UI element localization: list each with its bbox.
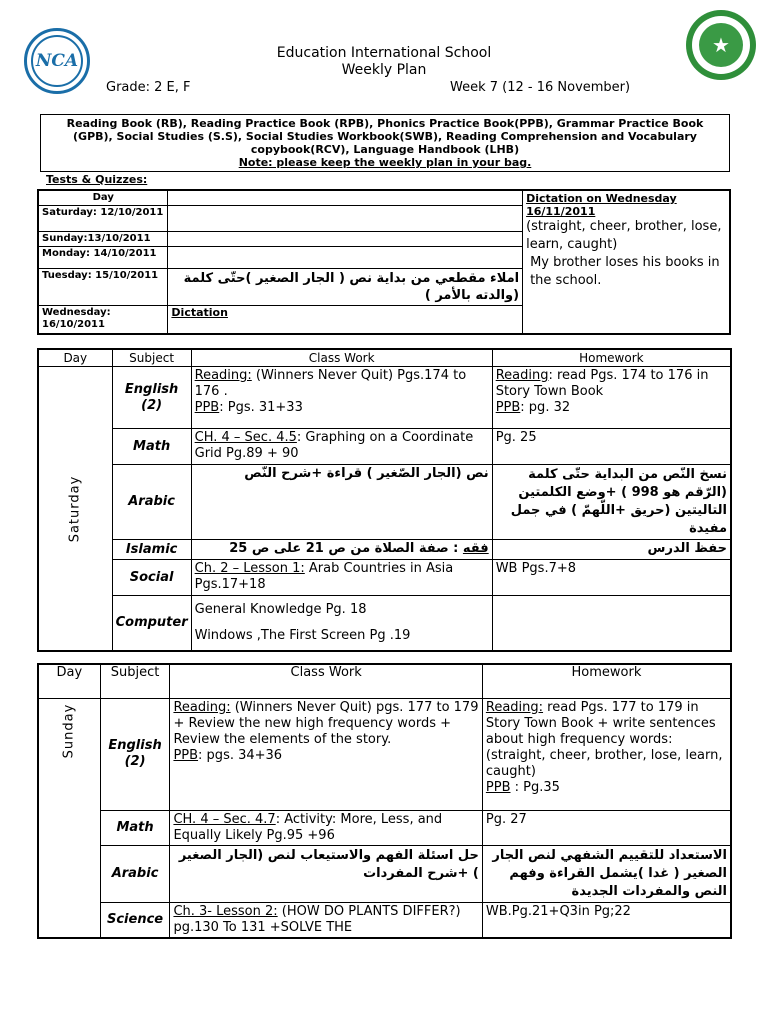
col-day-header: Day [38,349,112,367]
reading-label: Reading: [173,699,231,715]
computer-classwork-1: General Knowledge Pg. 18 [194,602,367,617]
col-subject-header: Subject [112,349,191,367]
math-section-label: CH. 4 – Sec. 4.5 [194,430,297,445]
math-homework: Pg. 27 [482,810,731,845]
arabic-homework: الاستعداد للتقييم الشفهي لنص الجار الصغير ( غدا )يشمل القراءة وفهم النص والمفردات الجديدة [482,845,731,902]
subject-social: Social [112,560,191,596]
col-homework-header: Homework [492,349,731,367]
subject-math: Math [100,810,170,845]
subject-arabic: Arabic [112,465,191,540]
table-row [38,540,731,560]
saturday-plan-table [37,348,732,652]
page-title: Weekly Plan [341,62,427,78]
legend-box [40,114,730,172]
science-classwork: (HOW DO PLANTS DIFFER?) pg.130 To 131 +SOLVE THE [173,903,461,935]
table-row [38,845,731,902]
school-name: Education International School [276,45,492,61]
social-lesson-label: Ch. 2 – Lesson 1: [194,561,305,576]
tests-day: Sunday:13/10/2011 [38,232,168,247]
math-homework: Pg. 25 [492,429,731,465]
table-row [38,810,731,845]
subject-english: English (2) [100,698,170,810]
table-row [38,560,731,596]
tests-day: Saturday: 12/10/2011 [38,206,168,232]
nca-logo [24,28,90,94]
islamic-homework: حفظ الدرس [492,540,731,560]
tests-day: Wednesday: 16/10/2011 [38,306,168,334]
reading-text: : read Pgs. 174 to 176 in Story Town Book [495,368,709,399]
dictation-sentence: My brother loses his books in the school. [530,255,720,288]
seal-icon: ★ [699,23,743,67]
tests-day: Monday: 14/10/2011 [38,247,168,269]
subject-math: Math [112,429,191,465]
subject-islamic: Islamic [112,540,191,560]
subject-arabic: Arabic [100,845,170,902]
day-label: Sunday [61,703,77,758]
tests-day-header: Day [38,190,168,206]
social-homework: WB Pgs.7+8 [492,560,731,596]
science-homework: WB.Pg.21+Q3in Pg;22 [482,902,731,938]
tests-day: Tuesday: 15/10/2011 [38,269,168,306]
computer-classwork-2: Windows ,The First Screen Pg .19 [194,628,411,643]
reading-text: (Winners Never Quit) pgs. 177 to 179 + Review the new high frequency words + Review the elements of the story. [173,699,479,747]
col-classwork-header: Class Work [170,664,482,698]
ppb-label: PPB [194,400,220,415]
table-row [38,429,731,465]
tests-content: املاء مقطعي من بداية نص ( الجار الصغير )حتّى كلمة (والدته بالأمر ) [168,269,523,306]
col-classwork-header: Class Work [191,349,492,367]
math-section-label: CH. 4 – Sec. 4.7 [173,811,276,827]
col-day-header: Day [38,664,100,698]
reading-label: Reading: [485,699,544,715]
ppb-text: : pg. 32 [520,400,571,415]
tests-content [168,232,523,247]
table-row [38,698,731,810]
social-classwork: Arab Countries in Asia Pgs.17+18 [194,561,454,592]
table-row [38,902,731,938]
dictation-words: (straight, cheer, brother, lose, learn, caught) [526,219,722,252]
tests-content [168,206,523,232]
ppb-text: : Pgs. 31+33 [219,400,303,415]
reading-text: (Winners Never Quit) Pgs.174 to 176 . [194,368,467,399]
legend-line-3: copybook(RCV), Language Handbook (LHB) [250,143,520,156]
week-label: Week 7 (12 - 16 November) [450,80,631,95]
grade-label: Grade: 2 E, F [106,80,191,95]
subject-science: Science [100,902,170,938]
legend-note: Note: please keep the weekly plan in your bag. [238,156,532,169]
ppb-label: PPB [495,400,521,415]
legend-line-1: Reading Book (RB), Reading Practice Book (RPB), Phonics Practice Book(PPB), Grammar Practice Book [66,117,704,130]
table-row [38,596,731,652]
arabic-classwork: نص (الجار الصّغير ) قراءة +شرح النّص [191,465,492,540]
col-homework-header: Homework [482,664,731,698]
tests-content [168,247,523,269]
math-classwork: : Activity: More, Less, and Equally Likely Pg.95 +96 [173,811,443,843]
reading-text: read Pgs. 177 to 179 in Story Town Book + write sentences about high frequency words: (straight, cheer, brother, lose, learn, caught) [485,699,723,779]
tests-table [37,189,731,335]
islamic-classwork: : صفة الصلاة من ص 21 على ص 25 [229,541,463,556]
computer-homework [492,596,731,652]
subject-computer: Computer [112,596,191,652]
dictation-title: Dictation on Wednesday 16/11/2011 [526,192,677,218]
table-row [38,465,731,540]
science-lesson-label: Ch. 3- Lesson 2: [173,903,278,919]
ppb-text: : pgs. 34+36 [198,747,283,763]
tests-label: Tests & Quizzes: [46,173,148,186]
sunday-plan-table [37,663,732,939]
reading-label: Reading: [194,368,252,383]
legend-line-2: (GPB), Social Studies (S.S), Social Studies Workbook(SWB), Reading Comprehension and Vocabulary [73,130,697,143]
islamic-label: فقه [462,541,489,556]
ppb-text: : Pg.35 [510,779,560,795]
arabic-classwork: حل اسئلة الفهم والاستيعاب لنص (الجار الصغير ) +شرح المفردات [170,845,482,902]
ppb-label: PPB [173,747,199,763]
day-label: Saturday [67,475,83,542]
math-classwork: : Graphing on a Coordinate Grid Pg.89 + 90 [194,430,474,461]
arabic-homework: نسخ النّص من البداية حتّى كلمة (الرّقم هو 998 ) +وضع الكلمتين التاليتين (حريق +اللّهمّ ) في جمل مفيدة [492,465,731,540]
ppb-label: PPB [485,779,511,795]
tests-content: Dictation [168,306,523,334]
reading-label: Reading [495,368,549,383]
col-subject-header: Subject [100,664,170,698]
table-row [38,367,731,429]
subject-english: English (2) [112,367,191,429]
nca-logo-text: NCA [31,35,83,87]
